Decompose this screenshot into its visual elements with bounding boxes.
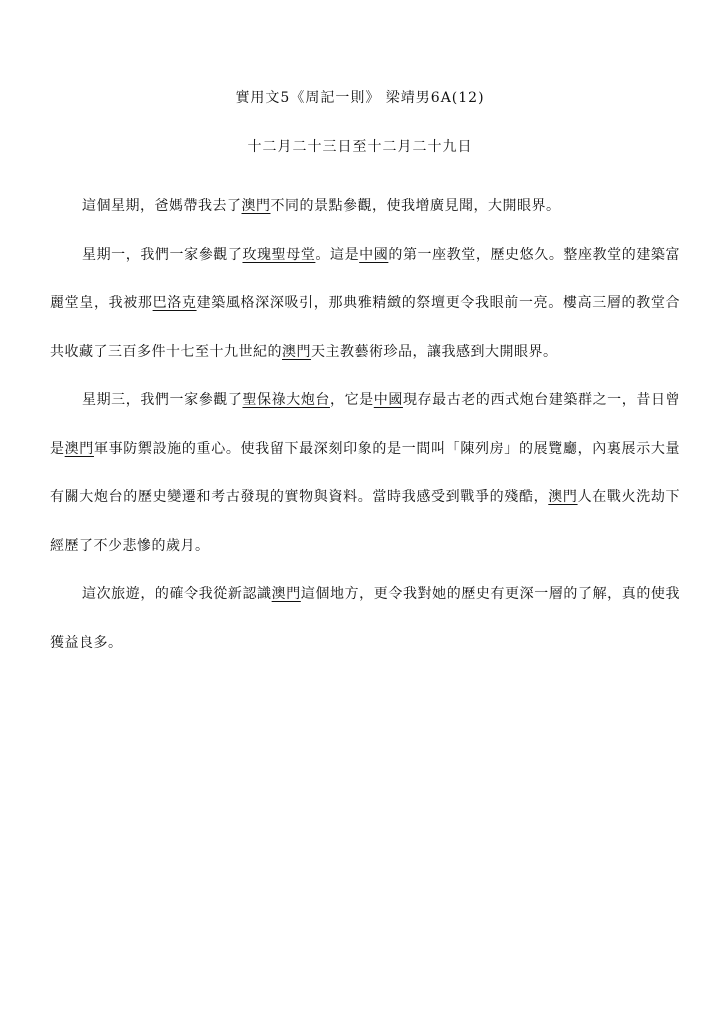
place-name-macau: 澳門: [64, 440, 94, 457]
text-segment: 。這是: [315, 246, 360, 263]
text-segment: 這個地方，更令我對她的歷史有更深一層的了解，真的使我獲益良多。: [50, 586, 681, 651]
text-segment: 現存最古老的西式炮台建築群之一，昔日曾是: [50, 392, 681, 457]
text-segment: 的第一座教堂，歷史悠久。整座教堂的建築富麗堂皇，我被那: [50, 246, 681, 311]
text-segment: 星期三，我們一家參觀了: [82, 392, 243, 408]
paragraph-4: [50, 570, 680, 667]
place-name-china: 中國: [359, 246, 389, 263]
style-name-baroque: 巴洛克: [152, 295, 197, 311]
text-segment: 軍事防禦設施的重心。使我留下最深刻印象的是一間叫「陳列房」的展覽廳，內裏展示大量有關大炮台的歷史變遷和考古發現的實物與資料。當時我感受到戰爭的殘酷，: [50, 440, 681, 505]
date-range: 十二月二十三日至十二月二十九日: [247, 139, 473, 155]
place-name-rosary-church: 玫瑰聖母堂: [242, 246, 316, 263]
document-title: 實用文5《周記一則》 梁靖男6A(12): [235, 90, 485, 106]
place-name-macau: 澳門: [241, 198, 271, 214]
place-name-macau: 澳門: [271, 586, 301, 602]
text-segment: 人在戰火洗劫下經歷了不少悲慘的歲月。: [50, 489, 681, 554]
place-name-macau: 澳門: [548, 489, 578, 505]
text-segment: 不同的景點參觀，使我增廣見聞，大開眼界。: [270, 198, 561, 214]
paragraph-2: [50, 231, 680, 377]
text-segment: 這次旅遊，的確令我從新認識: [82, 586, 272, 602]
place-name-macau: 澳門: [282, 343, 311, 360]
place-name-monte-fort: 聖保祿大炮台: [242, 392, 330, 408]
place-name-china: 中國: [373, 392, 403, 408]
paragraph-3: [50, 376, 680, 570]
text-segment: 天主教藝術珍品，讓我感到大開眼界。: [311, 343, 558, 360]
paragraph-1: [50, 182, 680, 231]
journal-body: [50, 182, 680, 667]
text-segment: 建築風格深深吸引，那典雅精緻的祭壇更令我眼前一亮。樓高三層的教堂合共收藏了三百多件十七至十九世紀的: [50, 295, 681, 360]
text-segment: 這個星期，爸媽帶我去了: [82, 198, 242, 214]
text-segment: 星期一，我們一家參觀了: [82, 246, 243, 263]
text-segment: ，它是: [330, 392, 374, 408]
